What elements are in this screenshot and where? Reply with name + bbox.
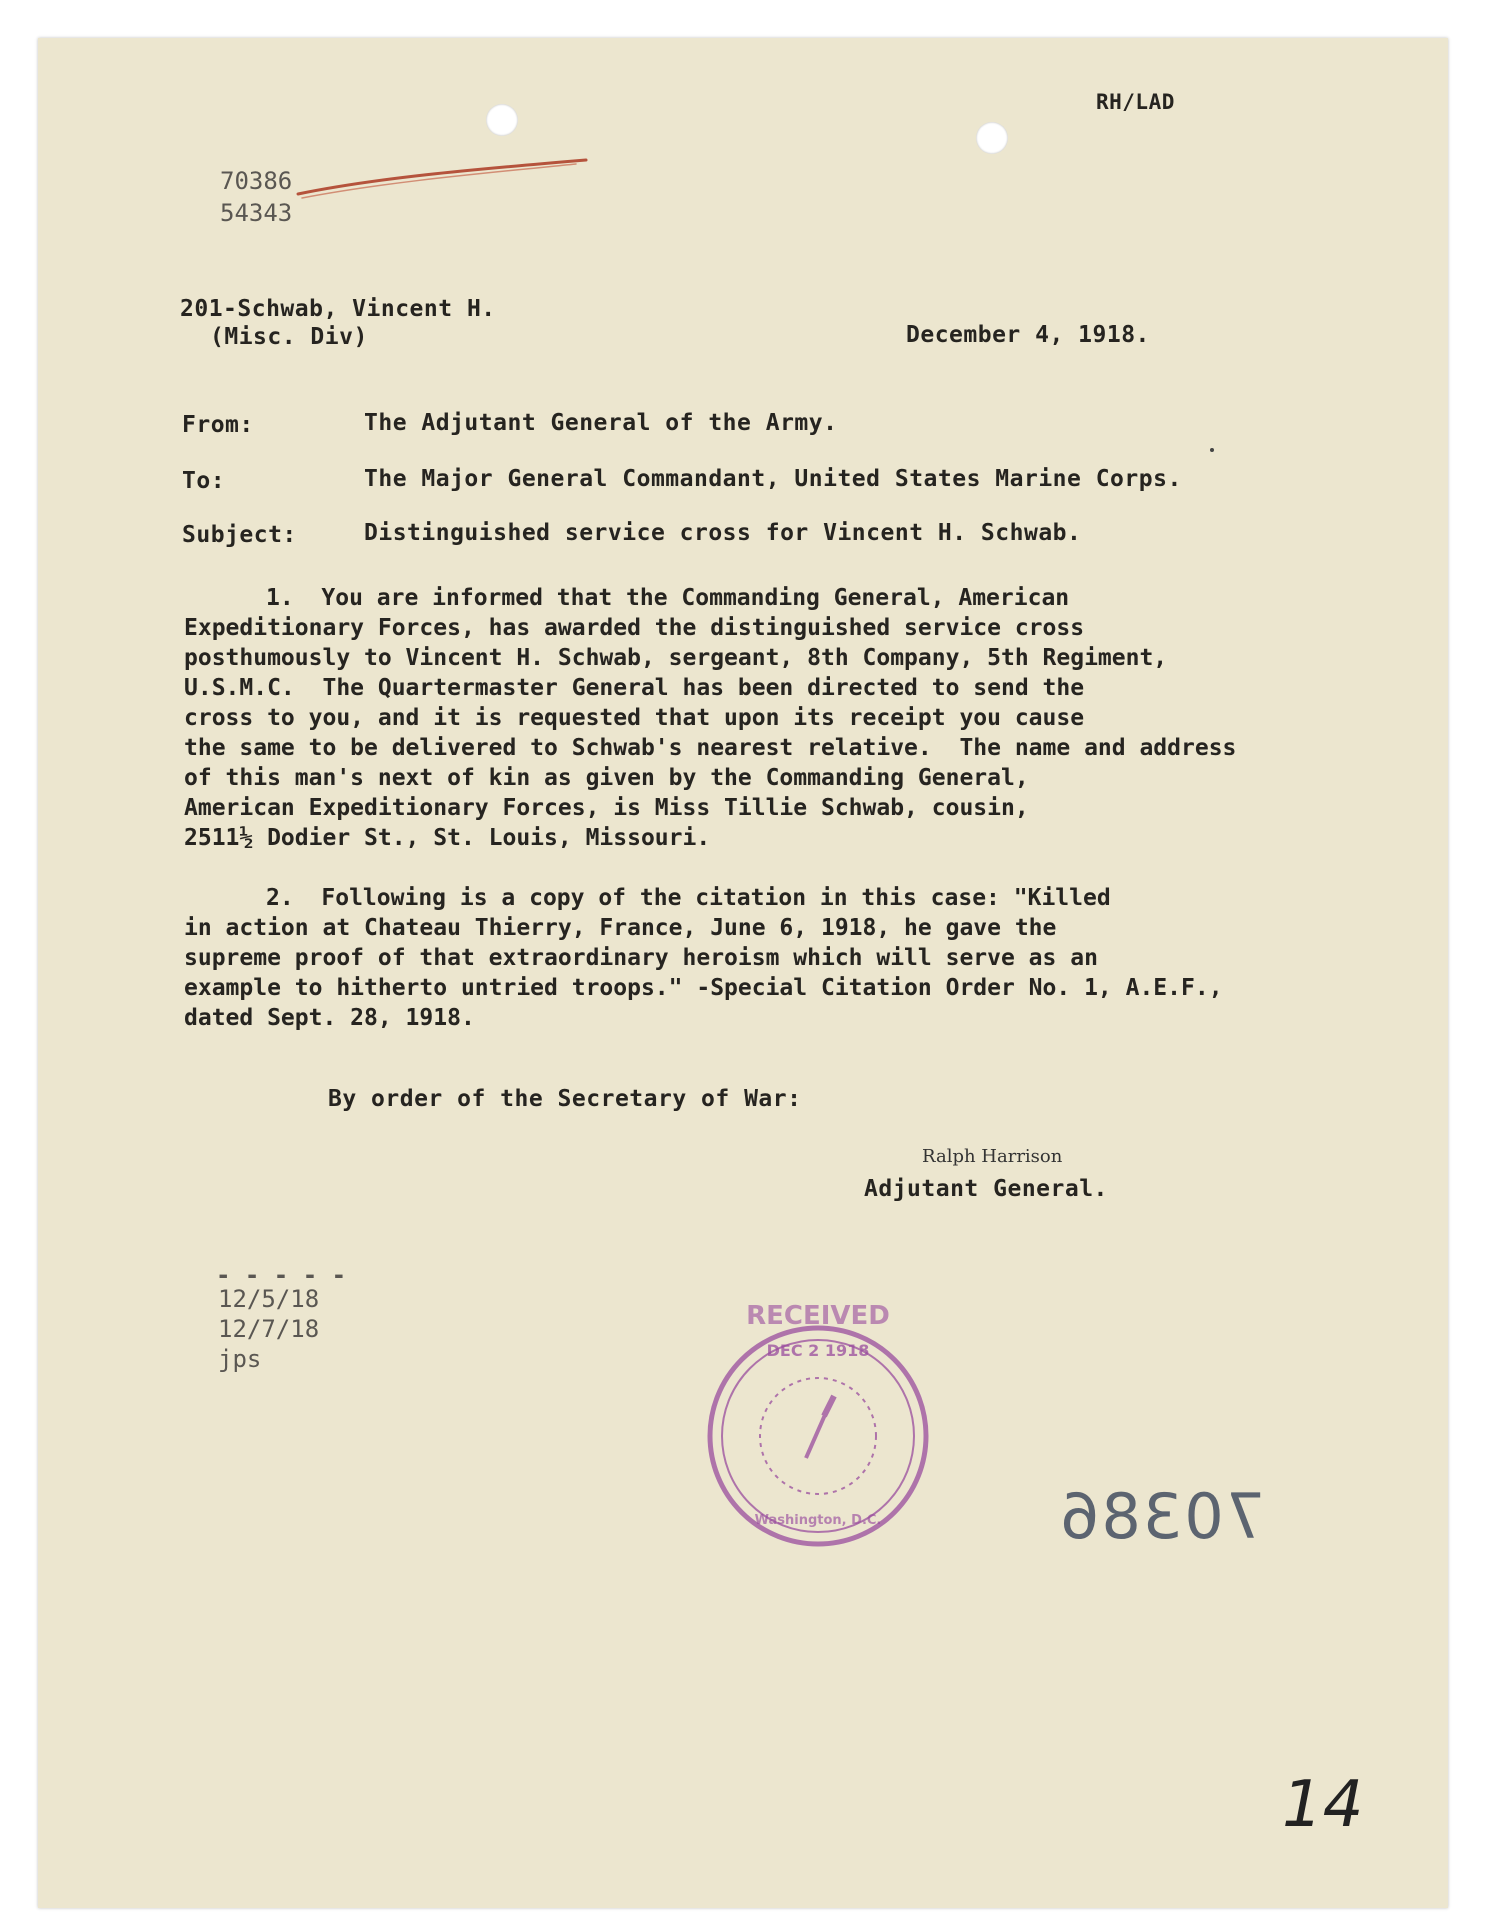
paragraph-line: posthumously to Vincent H. Schwab, sergeant, 8th Company, 5th Regiment, (184, 645, 1168, 671)
paragraph-line: supreme proof of that extraordinary heroism which will serve as an (184, 945, 1098, 971)
page-mark: 14 (1282, 1768, 1364, 1842)
red-pencil-stroke (296, 146, 596, 206)
paragraph-line: 2. Following is a copy of the citation in this case: "Killed (266, 885, 1111, 911)
stamp-date-text: DEC 2 1918 (766, 1341, 870, 1360)
paragraph-line: 1. You are informed that the Commanding General, American (266, 585, 1070, 611)
footer-date-2: 12/7/18 (218, 1315, 320, 1343)
subject-label: Subject: (182, 522, 297, 548)
paragraph-line: American Expeditionary Forces, is Miss Tillie Schwab, cousin, (184, 795, 1029, 821)
letter-date: December 4, 1918. (906, 322, 1150, 348)
signer-name: Ralph Harrison (922, 1146, 1063, 1167)
letter-sheet (38, 38, 1448, 1908)
punch-hole-left (486, 104, 518, 136)
to-label: To: (182, 468, 226, 494)
from-label: From: (182, 412, 254, 438)
to-value: The Major General Commandant, United States Marine Corps. (364, 466, 1182, 492)
handwritten-number: 70386 (1058, 1480, 1266, 1553)
punch-hole-right (976, 122, 1008, 154)
paragraph-line: in action at Chateau Thierry, France, June 6, 1918, he gave the (184, 915, 1057, 941)
ref-initials: RH/LAD (1096, 90, 1175, 114)
subject-value: Distinguished service cross for Vincent H. Schwab. (364, 520, 1082, 546)
paragraph-line: example to hitherto untried troops." -Special Citation Order No. 1, A.E.F., (184, 975, 1223, 1001)
division: (Misc. Div) (210, 324, 368, 350)
footer-initials: jps (218, 1345, 262, 1373)
from-value: The Adjutant General of the Army. (364, 410, 838, 436)
signer-title: Adjutant General. (864, 1176, 1108, 1202)
paragraph-line: 2511½ Dodier St., St. Louis, Missouri. (184, 825, 711, 851)
paragraph-line: dated Sept. 28, 1918. (184, 1005, 475, 1031)
file-number-2: 54343 (220, 199, 293, 227)
footer-dashes: - - - - - (216, 1261, 347, 1289)
file-number-1: 70386 (220, 167, 293, 195)
stamp-ring-text: Washington, D.C. (754, 1513, 882, 1528)
order-line: By order of the Secretary of War: (328, 1086, 802, 1112)
stamp-received-text: RECEIVED (746, 1301, 890, 1331)
paragraph-line: U.S.M.C. The Quartermaster General has been directed to send the (184, 675, 1085, 701)
file-reference: 201-Schwab, Vincent H. (180, 296, 496, 322)
footer-date-1: 12/5/18 (218, 1285, 320, 1313)
paper-speck (1210, 448, 1214, 452)
paragraph-line: Expeditionary Forces, has awarded the distinguished service cross (184, 615, 1085, 641)
paragraph-line: of this man's next of kin as given by the Commanding General, (184, 765, 1029, 791)
received-stamp (678, 1288, 958, 1548)
paragraph-line: cross to you, and it is requested that upon its receipt you cause (184, 705, 1085, 731)
paragraph-line: the same to be delivered to Schwab's nearest relative. The name and address (184, 735, 1237, 761)
